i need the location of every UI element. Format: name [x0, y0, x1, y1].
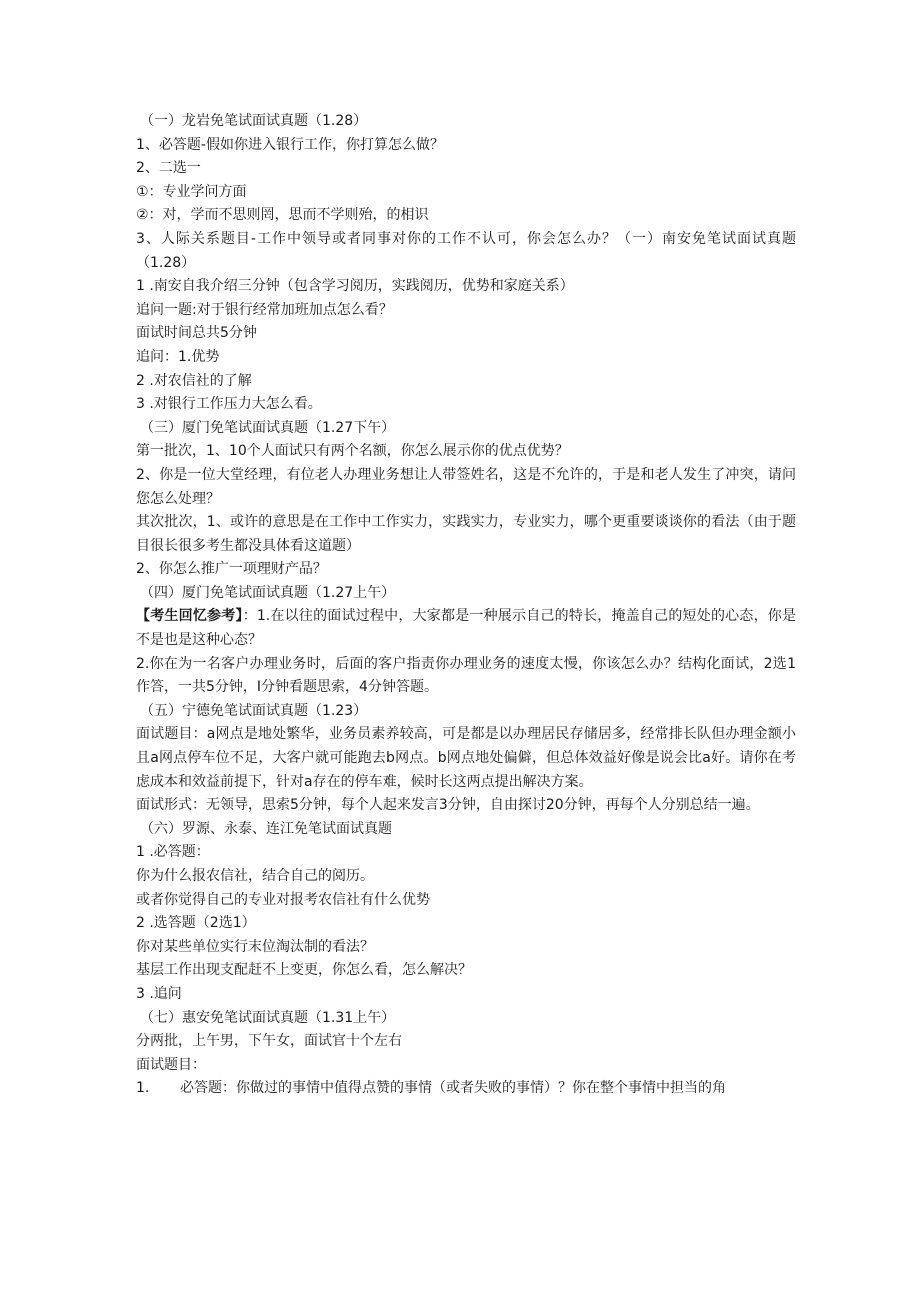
text-line: 追问：1.优势 [136, 348, 220, 365]
text-paragraph: 2、你是一位大堂经理，有位老人办理业务想让人带签姓名，这是不允许的，于是和老人发生了冲突，请问您怎么处理？ [136, 466, 796, 507]
text-line: 1 .必答题： [136, 844, 210, 861]
text-line: 或者你觉得自己的专业对报考农信社有什么优势 [136, 891, 430, 908]
text-line: 追问一题:对于银行经常加班加点怎么看？ [136, 301, 393, 318]
text-span: 必答题：你做过的事情中值得点赞的事情（或者失败的事情）？你在整个事情中担当的角 [180, 1080, 726, 1097]
section-heading: （三）厦门免笔试面试真题（1.27下午） [140, 419, 396, 436]
text-line: 面试题目： [136, 1056, 206, 1073]
text-line: 1、必答题-假如你进入银行工作，你打算怎么做？ [136, 136, 444, 153]
text-line: 你对某些单位实行末位淘汰制的看法？ [136, 938, 374, 955]
text-line: 基层工作出现支配赶不上变更，你怎么看，怎么解决？ [136, 962, 472, 979]
section-heading: （一）龙岩免笔试面试真题（1.28） [140, 113, 368, 129]
text-paragraph: 面试题目：a网点是地处繁华，业务员素养较高，可是都是以办理居民存储居多，经常排长队但办理金额小且a网点停车位不足，大客户就可能跑去b网点。b网点地处偏僻，但总体效益好像是说会比a好。请你在考虑成本和效益前提下，针对a存在的停车难，候时长这两点提出解决方案。 [136, 726, 796, 790]
text-paragraph: 2.你在为一名客户办理业务时，后面的客户指责你办理业务的速度太慢，你该怎么办？结构化面试，2选1作答，一共5分钟，I分钟看题思索，4分钟答题。 [136, 655, 796, 696]
document-page [136, 110, 796, 1101]
text-line: 2 .对农信社的了解 [136, 372, 252, 389]
text-span: ：1.在以往的面试过程中，大家都是一种展示自己的特长，掩盖自己的短处的心态，你是不是也是这种心态？ [136, 608, 797, 649]
text-paragraph: 其次批次，1、或许的意思是在工作中工作实力，实践实力，专业实力，哪个更重要谈谈你的看法（由于题目很长很多考生都没具体看这道题） [136, 514, 796, 554]
text-line: ②：对，学而不思则罔，思而不学则殆，的相识 [136, 207, 429, 224]
text-line: 3 .追问 [136, 985, 182, 1002]
text-line: 2 .选答题（2选1） [136, 915, 256, 932]
section-heading: （四）厦门免笔试面试真题（1.27上午） [140, 584, 396, 601]
text-line: 3 .对银行工作压力大怎么看。 [136, 396, 322, 413]
text-paragraph: 面试形式：无领导，思索5分钟，每个人起来发言3分钟，自由探讨20分钟，再每个人分别总结一遍。 [136, 797, 760, 814]
section-heading: （六）罗源、永泰、连江免笔试面试真题 [140, 820, 392, 837]
text-line: 你为什么报农信社，结合自己的阅历。 [136, 868, 374, 884]
text-line: 1 .南安自我介绍三分钟（包含学习阅历，实践阅历，优势和家庭关系） [136, 278, 574, 295]
text-paragraph [136, 605, 796, 652]
text-line: 分两批，上午男，下午女，面试官十个左右 [136, 1033, 402, 1050]
final-question-line [136, 1077, 796, 1101]
text-line: 2、二选一 [136, 160, 201, 177]
exam-recall-tag: 【考生回忆参考】 [136, 608, 243, 625]
question-number: 1. [136, 1080, 150, 1097]
text-line: ①：专业学问方面 [136, 183, 247, 200]
section-heading: （五）宁德免笔试面试真题（1.23） [140, 702, 368, 719]
text-paragraph: 3、人际关系题目-工作中领导或者同事对你的工作不认可，你会怎么办？（一）南安免笔试面试真题（1.28） [136, 230, 796, 271]
text-line: 面试时间总共5分钟 [136, 325, 257, 342]
text-line: 2、你怎么推广一项理财产品？ [136, 561, 327, 578]
section-heading: （七）惠安免笔试面试真题（1.31上午） [140, 1009, 396, 1026]
text-line: 第一批次，1、10个人面试只有两个名额，你怎么展示你的优点优势？ [136, 443, 569, 460]
